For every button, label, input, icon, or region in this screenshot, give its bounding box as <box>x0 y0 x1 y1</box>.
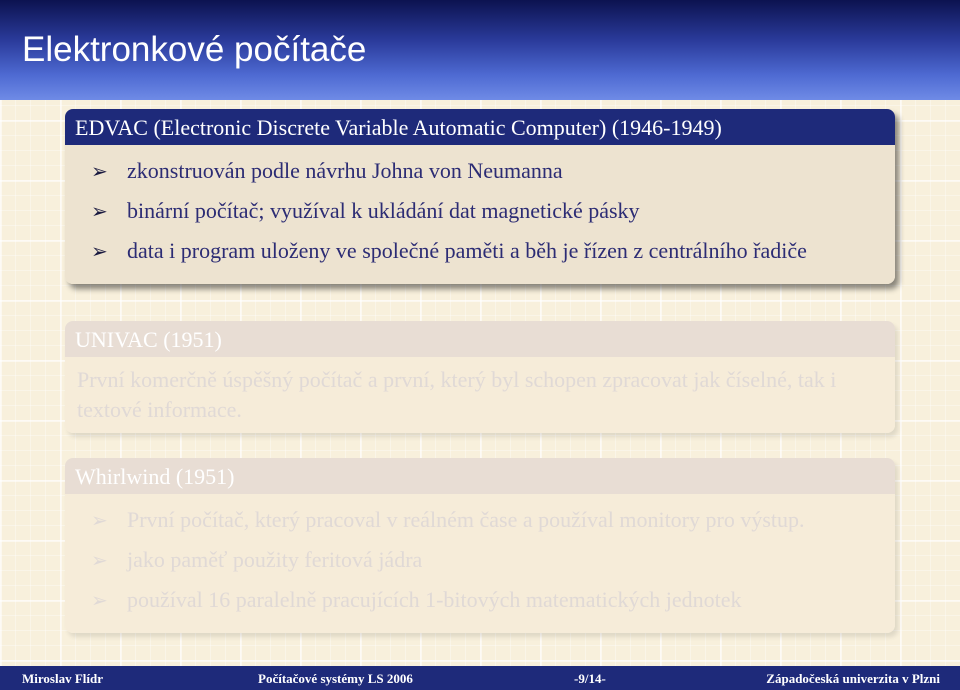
list-item <box>77 196 883 226</box>
block-univac-body <box>65 357 895 433</box>
list-item <box>77 585 883 615</box>
list-item-text: jako paměť použity feritová jádra <box>127 547 423 572</box>
whirlwind-list <box>77 505 883 615</box>
footer-course: Počítačové systémy LS 2006 <box>258 671 413 686</box>
footer-author: Miroslav Flídr <box>22 671 104 686</box>
arrowhead-icon: ➢ <box>91 588 108 612</box>
univac-text: První komerčně úspěšný počítač a první, který byl schopen zpracovat jak číselné, tak i textové informace. <box>77 367 837 422</box>
arrowhead-icon: ➢ <box>91 199 108 223</box>
list-item-text: binární počítač; využíval k ukládání dat magnetické pásky <box>127 198 640 223</box>
arrowhead-icon: ➢ <box>91 508 108 532</box>
list-item-text: používal 16 paralelně pracujících 1-bitových matematických jednotek <box>127 587 742 612</box>
block-edvac-body <box>65 145 895 284</box>
arrowhead-icon: ➢ <box>91 239 108 263</box>
arrowhead-icon: ➢ <box>91 548 108 572</box>
list-item-text: zkonstruován podle návrhu Johna von Neumanna <box>127 158 563 183</box>
list-item <box>77 545 883 575</box>
footer-page-number: -9/14- <box>574 671 606 686</box>
title-bar <box>0 0 960 100</box>
edvac-list <box>77 156 883 266</box>
slide-title: Elektronkové počítače <box>22 30 367 69</box>
block-univac <box>65 321 895 433</box>
list-item <box>77 505 883 535</box>
block-edvac <box>65 109 895 284</box>
block-whirlwind-body <box>65 494 895 633</box>
list-item-text: data i program uloženy ve společné paměti a běh je řízen z centrálního řadiče <box>127 238 807 263</box>
block-edvac-title: EDVAC (Electronic Discrete Variable Automatic Computer) (1946-1949) <box>65 109 895 145</box>
block-whirlwind-title: Whirlwind (1951) <box>65 458 895 494</box>
block-univac-title: UNIVAC (1951) <box>65 321 895 357</box>
list-item <box>77 236 883 266</box>
list-item-text: První počítač, který pracoval v reálném čase a používal monitory pro výstup. <box>127 507 805 532</box>
list-item <box>77 156 883 186</box>
arrowhead-icon: ➢ <box>91 159 108 183</box>
footer-bar <box>0 666 960 690</box>
block-whirlwind <box>65 458 895 633</box>
footer-university: Západočeská univerzita v Plzni <box>766 671 940 686</box>
